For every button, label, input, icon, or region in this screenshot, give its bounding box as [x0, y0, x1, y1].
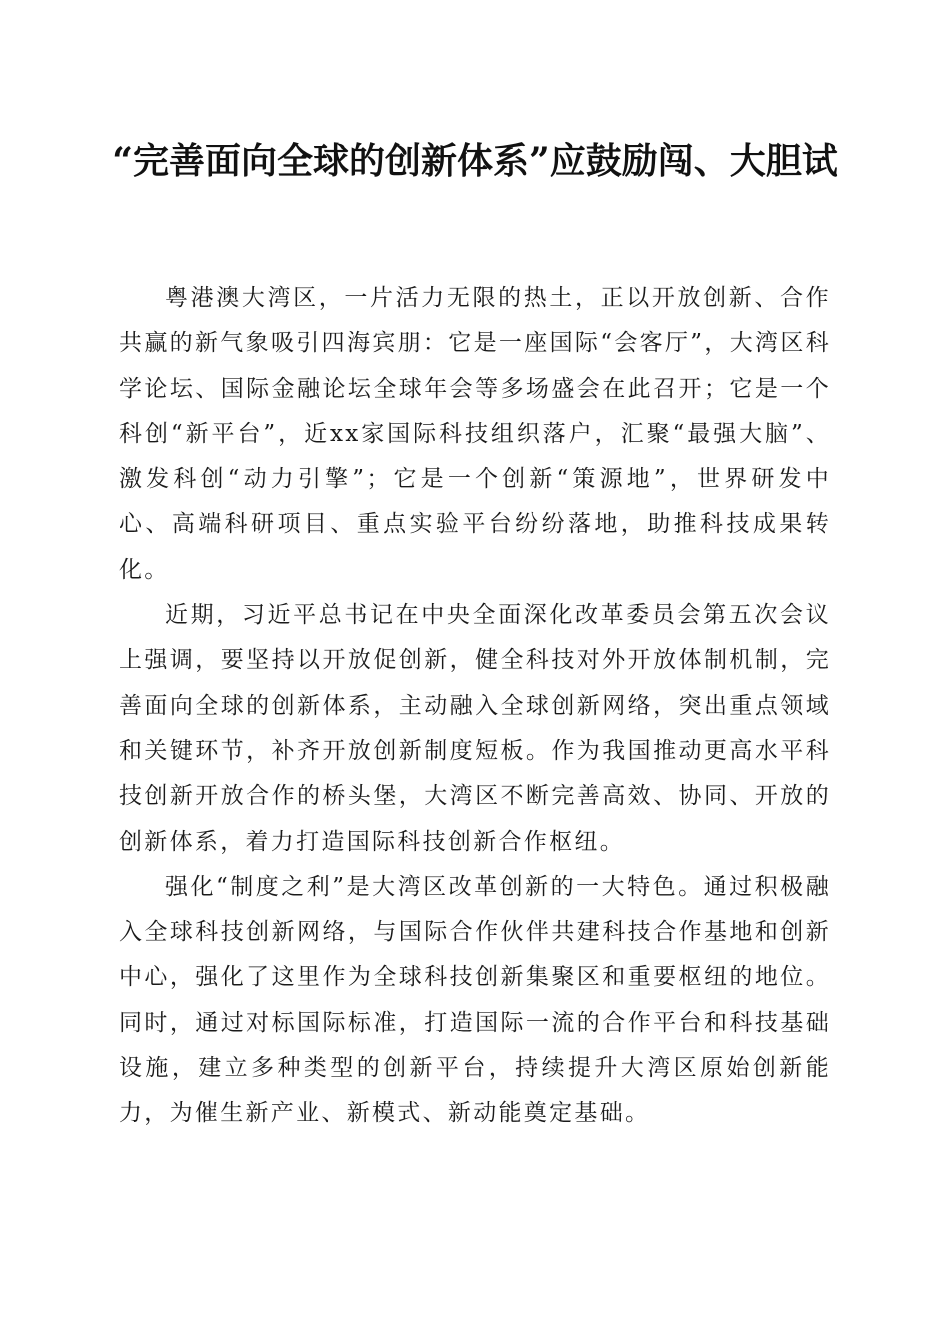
- paragraph-2: 近期，习近平总书记在中央全面深化改革委员会第五次会议上强调，要坚持以开放促创新，健全科技对外开放体制机制，完善面向全球的创新体系，主动融入全球创新网络，突出重点领域和关键环节，补齐开放创新制度短板。作为我国推动更高水平科技创新开放合作的桥头堡，大湾区不断完善高效、协同、开放的创新体系，着力打造国际科技创新合作枢纽。: [119, 602, 831, 855]
- paragraph-3: 强化“制度之利”是大湾区改革创新的一大特色。通过积极融入全球科技创新网络，与国际合作伙伴共建科技合作基地和创新中心，强化了这里作为全球科技创新集聚区和重要枢纽的地位。同时，通过对标国际标准，打造国际一流的合作平台和科技基础设施，建立多种类型的创新平台，持续提升大湾区原始创新能力，为催生新产业、新模式、新动能奠定基础。: [119, 873, 831, 1127]
- paragraph-1: 粤港澳大湾区，一片活力无限的热土，正以开放创新、合作共赢的新气象吸引四海宾朋：它是一座国际“会客厅”，大湾区科学论坛、国际金融论坛全球年会等多场盛会在此召开；它是一个科创“新平台”，近xx家国际科技组织落户，汇聚“最强大脑”、激发科创“动力引擎”；它是一个创新“策源地”，世界研发中心、高端科研项目、重点实验平台纷纷落地，助推科技成果转化。: [119, 285, 831, 583]
- document-body: [119, 276, 831, 1137]
- document-title: “完善面向全球的创新体系”应鼓励闯、大胆试: [112, 140, 838, 182]
